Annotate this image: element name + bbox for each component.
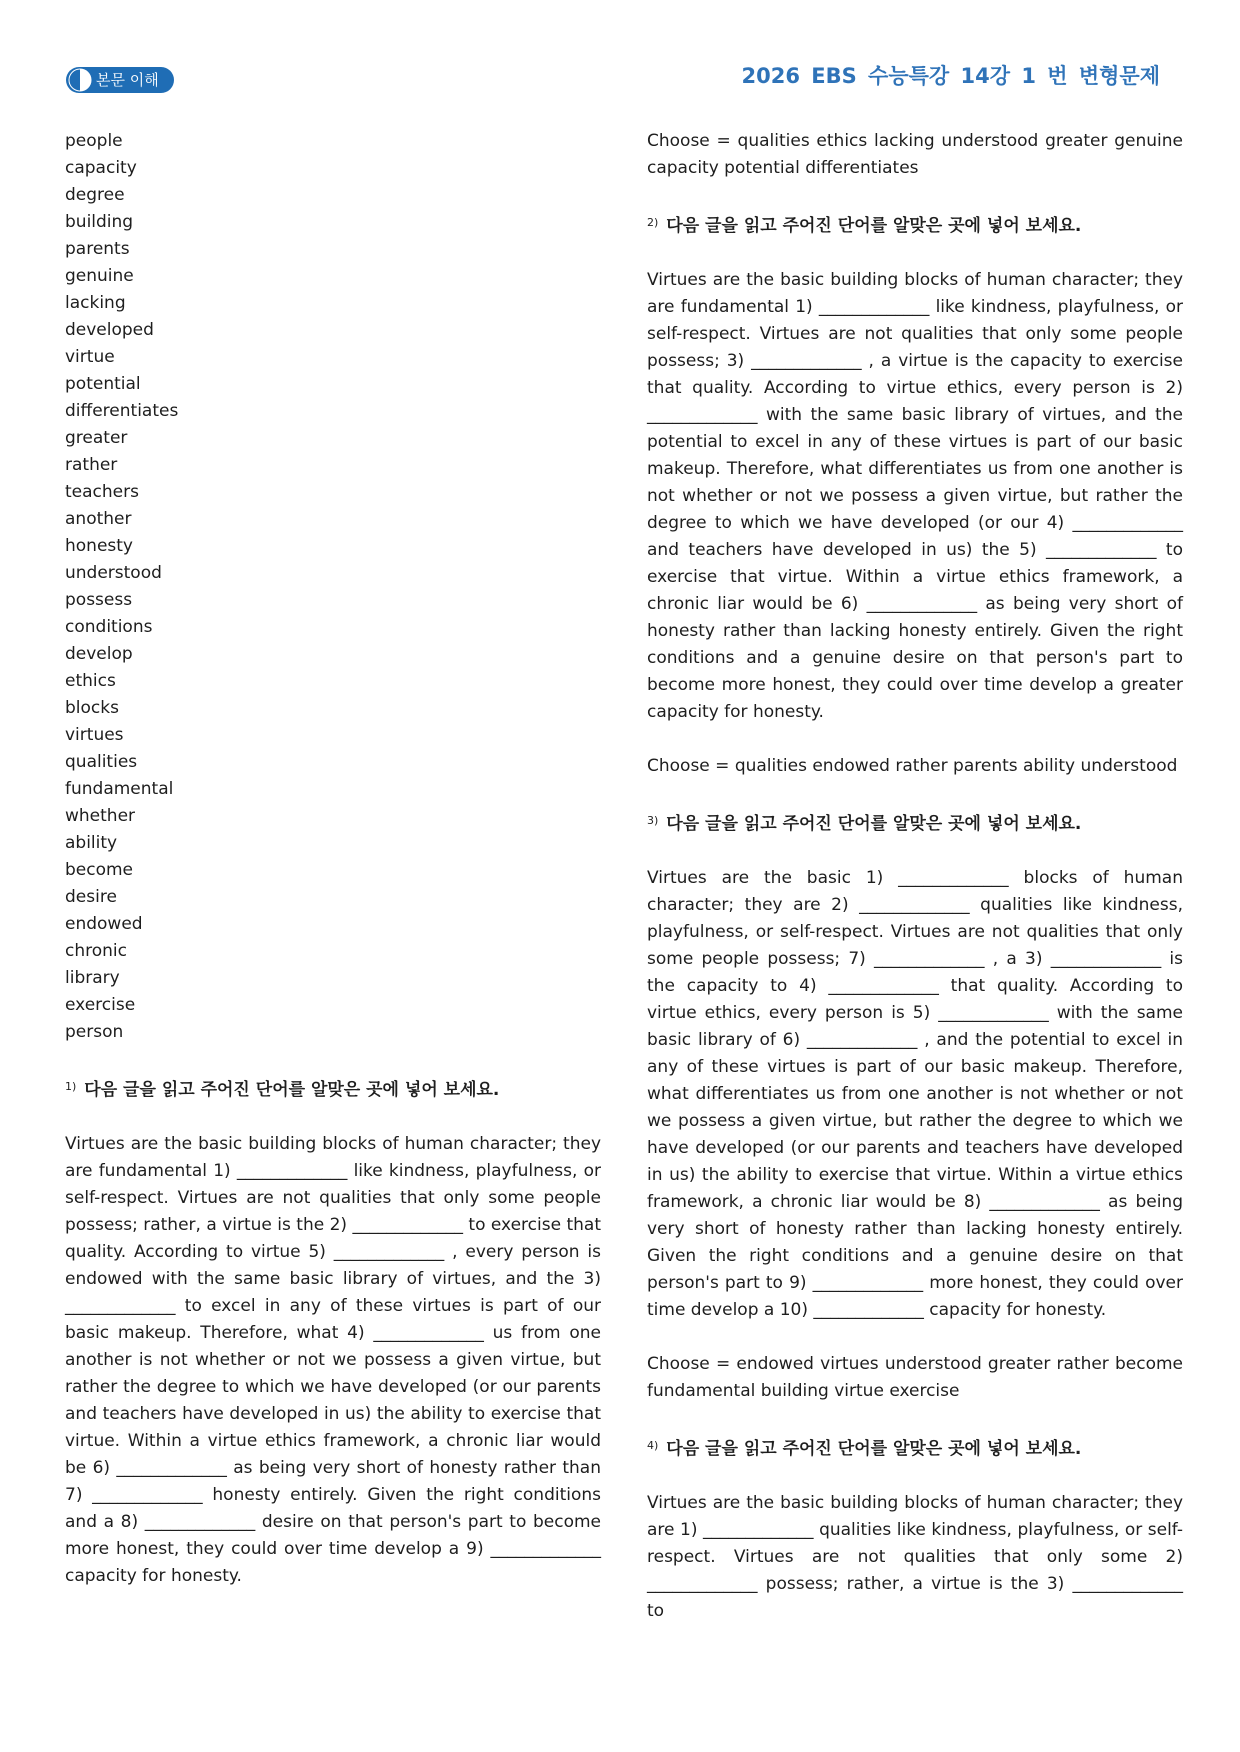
word-list-item: develop [65,644,133,664]
word-list-item: lacking [65,293,126,313]
question-instruction: 다음 글을 읽고 주어진 단어를 알맞은 곳에 넣어 보세요. [666,814,1082,834]
half-moon-icon [68,68,92,92]
word-list-item: teachers [65,482,139,502]
question-heading [647,209,1183,240]
question-passage: Virtues are the basic 1) _____________ blocks of human character; they are 2) _____________ qualities like kindness, playfulness, or self-respect. Virtues are not qualities that only some people possess; 7) _____________ , a 3) _____________ is the capacity to 4) _____________ that quality. According to virtue ethics, every person is 5) _____________ with the same basic library of 6) _____________ , and the potential to excel in any of these virtues is part of our basic makeup. Therefore, what differentiates us from one another is not whether or not we possess a given virtue, but rather the degree to which we have developed (or our parents and teachers have developed in us) the ability to exercise that virtue. Within a virtue ethics framework, a chronic liar would be 8) _____________ as being very short of honesty rather than lacking honesty entirely. Given the right conditions and a genuine desire on that person's part to 9) _____________ more honest, they could over time develop a 10) _____________ capacity for honesty. [647,868,1183,1320]
word-list-item: ability [65,833,118,853]
left-column [65,128,601,1590]
word-list-item: genuine [65,266,134,286]
word-list-item: blocks [65,698,119,718]
word-list-item: virtues [65,725,124,745]
question-passage: Virtues are the basic building blocks of human character; they are fundamental 1) _____________ like kindness, playfulness, or self-respect. Virtues are not qualities that only some people possess; rather, a virtue is the 2) _____________ to exercise that quality. According to virtue 5) _____________ , every person is endowed with the same basic library of virtues, and the 3) _____________ to excel in any of these virtues is part of our basic makeup. Therefore, what 4) _____________ us from one another is not whether or not we possess a given virtue, but rather the degree to which we have developed (or our parents and teachers have developed in us) the ability to exercise that virtue. Within a virtue ethics framework, a chronic liar would be 6) _____________ as being very short of honesty rather than 7) _____________ honesty entirely. Given the right conditions and a 8) _____________ desire on that person's part to become more honest, they could over time develop a 9) _____________ capacity for honesty. [65,1134,601,1586]
choose-words: Choose = qualities endowed rather parents ability understood [647,756,1178,776]
question-number: 2) [647,216,659,229]
choose-words: Choose = qualities ethics lacking understood greater genuine capacity potential differentiates [647,131,1183,178]
word-list-item: building [65,212,134,232]
word-list-item: become [65,860,134,880]
word-list-item: chronic [65,941,127,961]
word-list-item: degree [65,185,125,205]
word-list-item: conditions [65,617,153,637]
choose-words: Choose = endowed virtues understood greater rather become fundamental building virtue exercise [647,1354,1183,1401]
word-list-item: person [65,1022,124,1042]
word-list [65,128,601,1046]
section-badge [66,67,174,93]
word-list-item: parents [65,239,130,259]
question-instruction: 다음 글을 읽고 주어진 단어를 알맞은 곳에 넣어 보세요. [84,1080,500,1100]
word-list-item: whether [65,806,136,826]
document-title: 2026 EBS 수능특강 14강 1 번 변형문제 [741,64,1160,88]
word-list-item: library [65,968,120,988]
word-list-item: exercise [65,995,136,1015]
word-list-item: potential [65,374,141,394]
word-list-item: honesty [65,536,133,556]
word-list-item: desire [65,887,117,907]
question-passage: Virtues are the basic building blocks of human character; they are 1) _____________ qualities like kindness, playfulness, or self-respect. Virtues are not qualities that only some 2) _____________ possess; rather, a virtue is the 3) _____________ to [647,1493,1183,1621]
question-number: 3) [647,814,659,827]
page-header [0,0,1240,110]
word-list-item: differentiates [65,401,179,421]
question-heading [647,807,1183,838]
question-instruction: 다음 글을 읽고 주어진 단어를 알맞은 곳에 넣어 보세요. [666,216,1082,236]
question-passage: Virtues are the basic building blocks of human character; they are fundamental 1) _____________ like kindness, playfulness, or self-respect. Virtues are not qualities that only some people possess; 3) _____________ , a virtue is the capacity to exercise that quality. According to virtue ethics, every person is 2) _____________ with the same basic library of virtues, and the potential to excel in any of these virtues is part of our basic makeup. Therefore, what differentiates us from one another is not whether or not we possess a given virtue, but rather the degree to which we have developed (or our 4) _____________ and teachers have developed in us) the 5) _____________ to exercise that virtue. Within a virtue ethics framework, a chronic liar would be 6) _____________ as being very short of honesty rather than lacking honesty entirely. Given the right conditions and a genuine desire on that person's part to become more honest, they could over time develop a greater capacity for honesty. [647,270,1183,722]
word-list-item: people [65,131,123,151]
question-number: 4) [647,1439,659,1452]
word-list-item: endowed [65,914,143,934]
word-list-item: ethics [65,671,116,691]
badge-label: 본문 이해 [96,71,159,89]
question-heading [65,1073,601,1104]
word-list-item: greater [65,428,128,448]
question-number: 1) [65,1080,77,1093]
word-list-item: fundamental [65,779,174,799]
word-list-item: rather [65,455,118,475]
question-heading [647,1432,1183,1463]
word-list-item: qualities [65,752,138,772]
word-list-item: virtue [65,347,115,367]
word-list-item: understood [65,563,162,583]
word-list-item: possess [65,590,133,610]
question-instruction: 다음 글을 읽고 주어진 단어를 알맞은 곳에 넣어 보세요. [666,1439,1082,1459]
word-list-item: capacity [65,158,137,178]
word-list-item: another [65,509,132,529]
right-column [647,128,1183,1625]
word-list-item: developed [65,320,154,340]
